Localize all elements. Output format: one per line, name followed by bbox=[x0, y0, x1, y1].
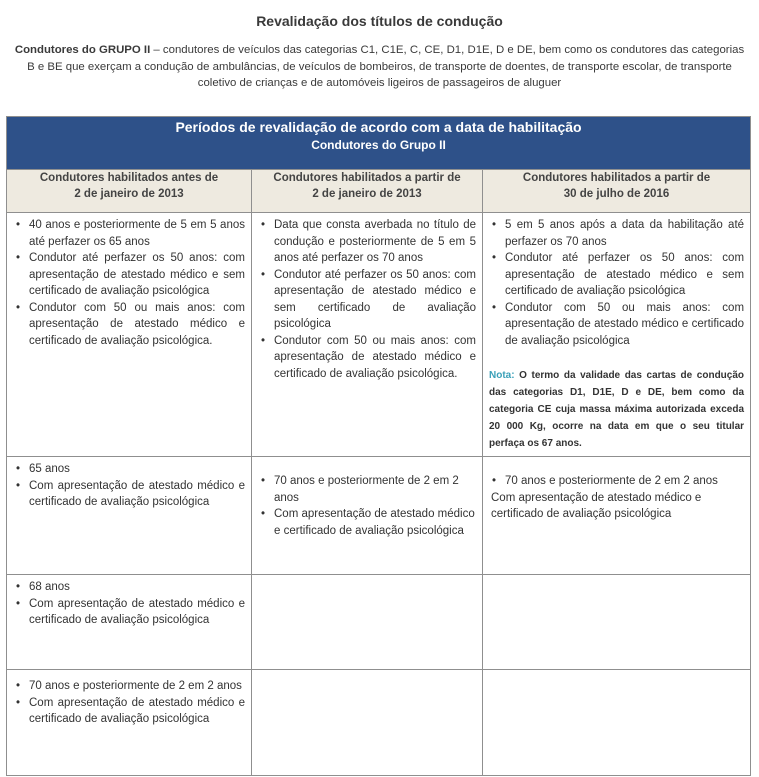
column-header bbox=[483, 170, 751, 213]
validity-note bbox=[489, 367, 744, 452]
column-header bbox=[252, 170, 483, 213]
note-label: Nota: bbox=[489, 370, 515, 381]
table-cell bbox=[7, 575, 252, 670]
table-title: Períodos de revalidação de acordo com a data de habilitação bbox=[175, 119, 582, 135]
table-cell bbox=[7, 213, 252, 457]
column-header-line1: Condutores habilitados a partir de bbox=[522, 172, 711, 184]
list-item: • 70 anos e posteriormente de 2 em 2 anos bbox=[15, 678, 245, 695]
column-header bbox=[7, 170, 252, 213]
table-header bbox=[7, 117, 751, 170]
list-item: • 5 em 5 anos após a data da habilitação até perfazer os 70 anos bbox=[491, 217, 744, 250]
bullet-list bbox=[252, 213, 482, 386]
bullet-list bbox=[7, 670, 251, 732]
page-title: Revalidação dos títulos de condução bbox=[256, 13, 503, 29]
table-row bbox=[7, 670, 751, 776]
table-header-row bbox=[7, 117, 751, 170]
list-item: • Data que consta averbada no título de condução e posteriormente de 5 em 5 anos até perfazer os 70 anos bbox=[260, 217, 476, 267]
intro-bold-label: Condutores do GRUPO II bbox=[14, 44, 151, 56]
bullet-list bbox=[483, 457, 750, 527]
table-row bbox=[7, 457, 751, 575]
list-item: • Com apresentação de atestado médico e certificado de avaliação psicológica bbox=[15, 695, 245, 728]
table-cell bbox=[7, 457, 252, 575]
table-cell-empty bbox=[483, 575, 751, 670]
table-row bbox=[7, 575, 751, 670]
list-item: • Condutor com 50 ou mais anos: com apresentação de atestado médico e certificado de avaliação psicológica. bbox=[260, 333, 476, 383]
list-item: • 68 anos bbox=[15, 579, 245, 596]
list-item: • Condutor com 50 ou mais anos: com apresentação de atestado médico e certificado de avaliação psicológica. bbox=[15, 300, 245, 350]
list-item: • 40 anos e posteriormente de 5 em 5 anos até perfazer os 65 anos bbox=[15, 217, 245, 250]
note-text: O termo da validade das cartas de condução das categorias D1, D1E, D e DE, bem como da categoria CE cuja massa máxima autorizada exceda 20 000 Kg, ocorre na data em que o seu titular perfaça os 67 anos. bbox=[489, 370, 745, 449]
bullet-list bbox=[7, 213, 251, 353]
list-item: • Condutor até perfazer os 50 anos: com apresentação de atestado médico e sem certificado de avaliação psicológica bbox=[15, 250, 245, 300]
bullet-list bbox=[483, 213, 750, 353]
bullet-list bbox=[7, 457, 251, 515]
bullet-list bbox=[252, 457, 482, 543]
list-item: • Com apresentação de atestado médico e certificado de avaliação psicológica bbox=[15, 596, 245, 629]
column-header-line2: 2 de janeiro de 2013 bbox=[312, 188, 422, 200]
table-cell bbox=[252, 457, 483, 575]
column-header-line2: 30 de julho de 2016 bbox=[563, 188, 670, 200]
intro-text: – condutores de veículos das categorias C1, C1E, C, CE, D1, D1E, D e DE, bem como os condutores das categorias B e BE que exerçam a condução de ambulâncias, de veículos de bombeiros, de transporte de doentes, de transporte escolar, de transporte coletivo de crianças e de automóveis ligeiros de passageiros de aluguer bbox=[27, 44, 745, 89]
list-item: • 65 anos bbox=[15, 461, 245, 478]
table-cell bbox=[483, 457, 751, 575]
list-item: • Com apresentação de atestado médico e certificado de avaliação psicológica bbox=[260, 506, 476, 539]
intro-paragraph bbox=[12, 42, 747, 92]
revalidation-table bbox=[6, 116, 751, 776]
table-cell bbox=[252, 213, 483, 457]
table-subtitle: Condutores do Grupo II bbox=[311, 138, 446, 152]
table-cell-empty bbox=[483, 670, 751, 776]
list-item: • 70 anos e posteriormente de 2 em 2 anos bbox=[491, 473, 744, 490]
column-header-row bbox=[7, 170, 751, 213]
table-cell bbox=[7, 670, 252, 776]
list-item: • Condutor até perfazer os 50 anos: com apresentação de atestado médico e sem certificado de avaliação psicológica bbox=[260, 267, 476, 333]
list-item: • Condutor com 50 ou mais anos: com apresentação de atestado médico e certificado de avaliação psicológica bbox=[491, 300, 744, 350]
column-header-line1: Condutores habilitados a partir de bbox=[273, 172, 461, 184]
bullet-list bbox=[7, 575, 251, 633]
list-item: • Condutor até perfazer os 50 anos: com apresentação de atestado médico e sem certificado de avaliação psicológica bbox=[491, 250, 744, 300]
table-cell bbox=[483, 213, 751, 457]
column-header-line1: Condutores habilitados antes de bbox=[39, 172, 219, 184]
table-cell-empty bbox=[252, 670, 483, 776]
list-item: Com apresentação de atestado médico e certificado de avaliação psicológica bbox=[491, 491, 702, 520]
table-row bbox=[7, 213, 751, 457]
list-item: • 70 anos e posteriormente de 2 em 2 anos bbox=[260, 473, 476, 506]
table-cell-empty bbox=[252, 575, 483, 670]
column-header-line2: 2 de janeiro de 2013 bbox=[74, 188, 184, 200]
list-item: • Com apresentação de atestado médico e certificado de avaliação psicológica bbox=[15, 478, 245, 511]
